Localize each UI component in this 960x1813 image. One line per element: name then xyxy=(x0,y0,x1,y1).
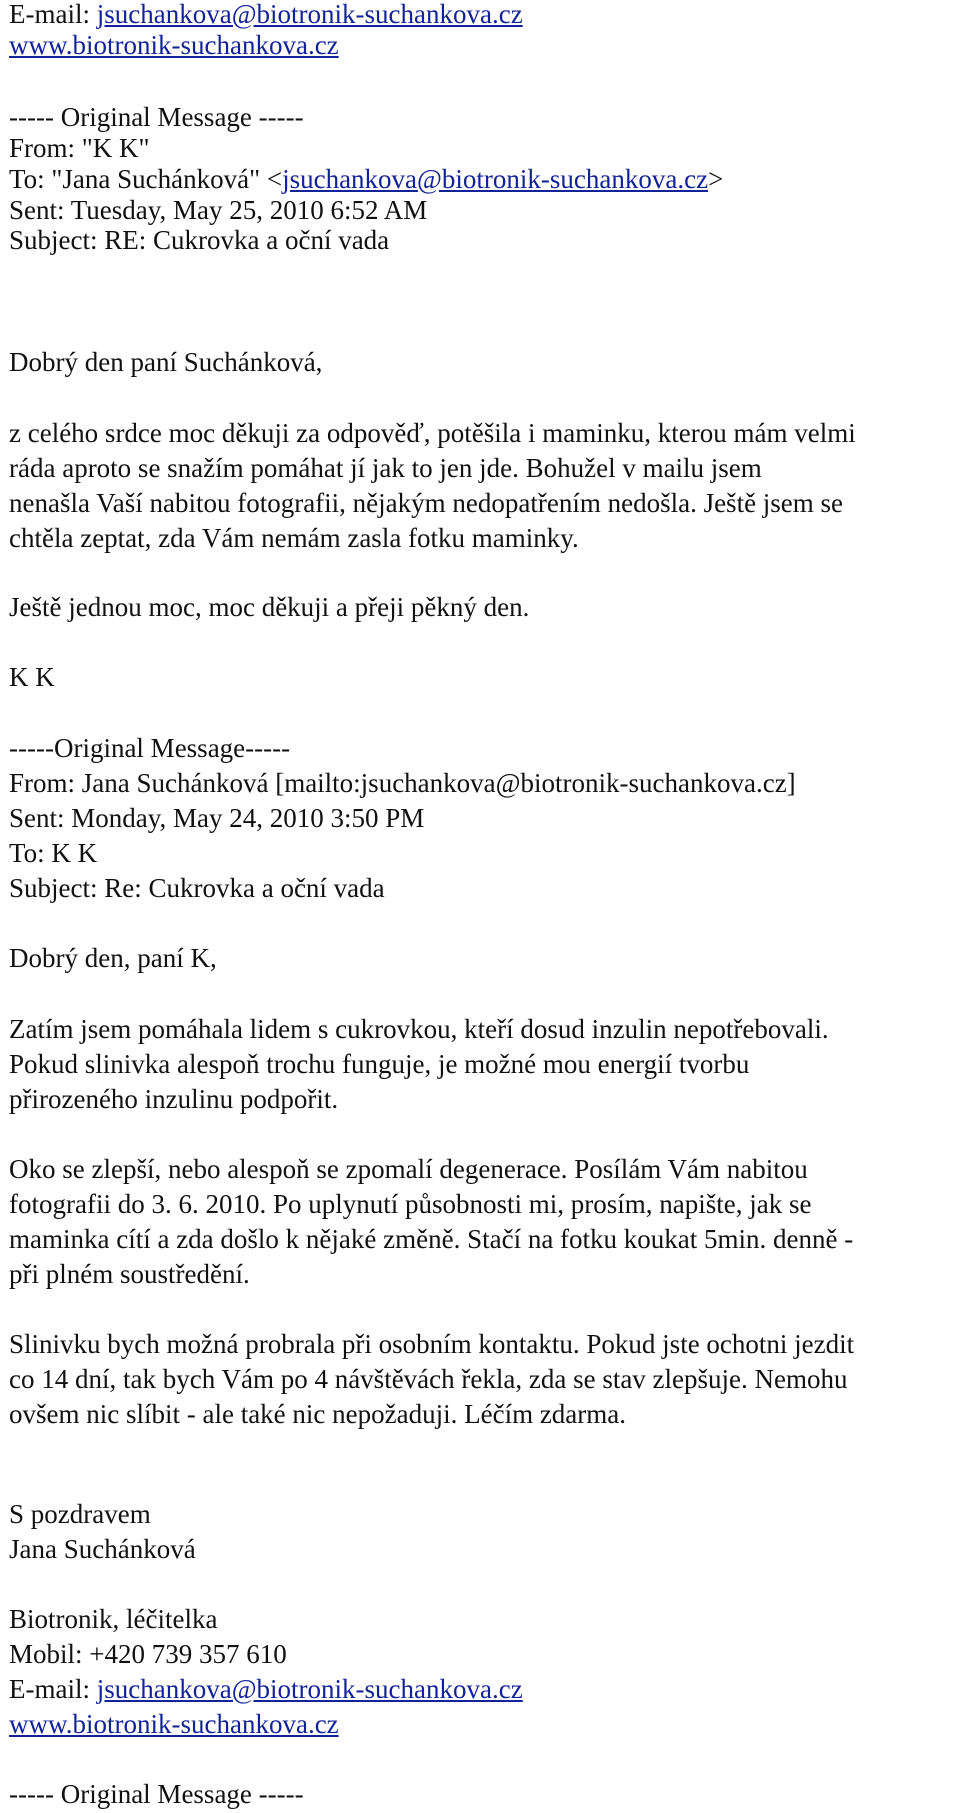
greeting: Dobrý den, paní K, xyxy=(9,943,217,973)
body-line: chtěla zeptat, zda Vám nemám zasla fotku maminky. xyxy=(9,523,579,553)
email-label: E-mail: xyxy=(9,0,97,29)
body-line: Slinivku bych možná probrala při osobním kontaktu. Pokud jste ochotni jezdit xyxy=(9,1329,855,1359)
header-website-line xyxy=(9,28,339,63)
original-message-separator: ----- Original Message ----- xyxy=(9,1779,304,1809)
thanks-line: Ještě jednou moc, moc děkuji a přeji pěkný den. xyxy=(9,592,530,622)
body-line: ráda aproto se snažím pomáhat jí jak to jen jde. Bohužel v mailu jsem xyxy=(9,453,762,483)
from-line: From: Jana Suchánková [mailto:jsuchankova@biotronik-suchankova.cz] xyxy=(9,768,796,798)
body-line: při plném soustředění. xyxy=(9,1259,250,1289)
body-line: fotografii do 3. 6. 2010. Po uplynutí působnosti mi, prosím, napište, jak se xyxy=(9,1189,812,1219)
body-line: nenašla Vaší nabitou fotografii, nějakým nedopatřením nedošla. Ještě jsem se xyxy=(9,488,844,518)
sender-mobile: Mobil: +420 739 357 610 xyxy=(9,1639,287,1669)
body-line: co 14 dní, tak bych Vám po 4 návštěvách řekla, zda se stav zlepšuje. Nemohu xyxy=(9,1364,848,1394)
body-line: Oko se zlepší, nebo alespoň se zpomalí degenerace. Posílám Vám nabitou xyxy=(9,1154,808,1184)
greeting: Dobrý den paní Suchánková, xyxy=(9,347,323,377)
original-message-separator: -----Original Message----- xyxy=(9,733,291,763)
sender-email-line xyxy=(9,1672,523,1707)
to-line xyxy=(9,162,723,197)
subject-line: Subject: Re: Cukrovka a oční vada xyxy=(9,873,385,903)
sent-line: Sent: Tuesday, May 25, 2010 6:52 AM xyxy=(9,195,428,225)
body-line: ovšem nic slíbit - ale také nic nepožaduji. Léčím zdarma. xyxy=(9,1399,627,1429)
from-line: From: "K K" xyxy=(9,133,150,163)
sent-line: Sent: Monday, May 24, 2010 3:50 PM xyxy=(9,803,425,833)
to-prefix: To: "Jana Suchánková" < xyxy=(9,164,283,194)
email-link[interactable]: jsuchankova@biotronik-suchankova.cz xyxy=(96,1674,523,1704)
to-suffix: > xyxy=(708,164,724,194)
body-line: Zatím jsem pomáhala lidem s cukrovkou, kteří dosud inzulin nepotřebovali. xyxy=(9,1014,829,1044)
body-line: z celého srdce moc děkuji za odpověď, potěšila i maminku, kterou mám velmi xyxy=(9,418,856,448)
website-link[interactable]: www.biotronik-suchankova.cz xyxy=(9,1709,339,1739)
email-link[interactable]: jsuchankova@biotronik-suchankova.cz xyxy=(96,0,523,29)
email-label: E-mail: xyxy=(9,1674,97,1704)
body-line: přirozeného inzulinu podpořit. xyxy=(9,1084,339,1114)
sender-website-line xyxy=(9,1707,339,1742)
signature-kk: K K xyxy=(9,662,55,692)
to-line: To: K K xyxy=(9,838,98,868)
to-email-link[interactable]: jsuchankova@biotronik-suchankova.cz xyxy=(282,164,709,194)
sender-name: Jana Suchánková xyxy=(9,1534,196,1564)
body-line: maminka cítí a zda došlo k nějaké změně. Stačí na fotku koukat 5min. denně - xyxy=(9,1224,854,1254)
body-line: Pokud slinivka alespoň trochu funguje, je možné mou energií tvorbu xyxy=(9,1049,750,1079)
original-message-separator: ----- Original Message ----- xyxy=(9,102,304,132)
sender-title: Biotronik, léčitelka xyxy=(9,1604,218,1634)
website-link[interactable]: www.biotronik-suchankova.cz xyxy=(9,30,339,60)
subject-line: Subject: RE: Cukrovka a oční vada xyxy=(9,225,390,255)
closing: S pozdravem xyxy=(9,1499,151,1529)
